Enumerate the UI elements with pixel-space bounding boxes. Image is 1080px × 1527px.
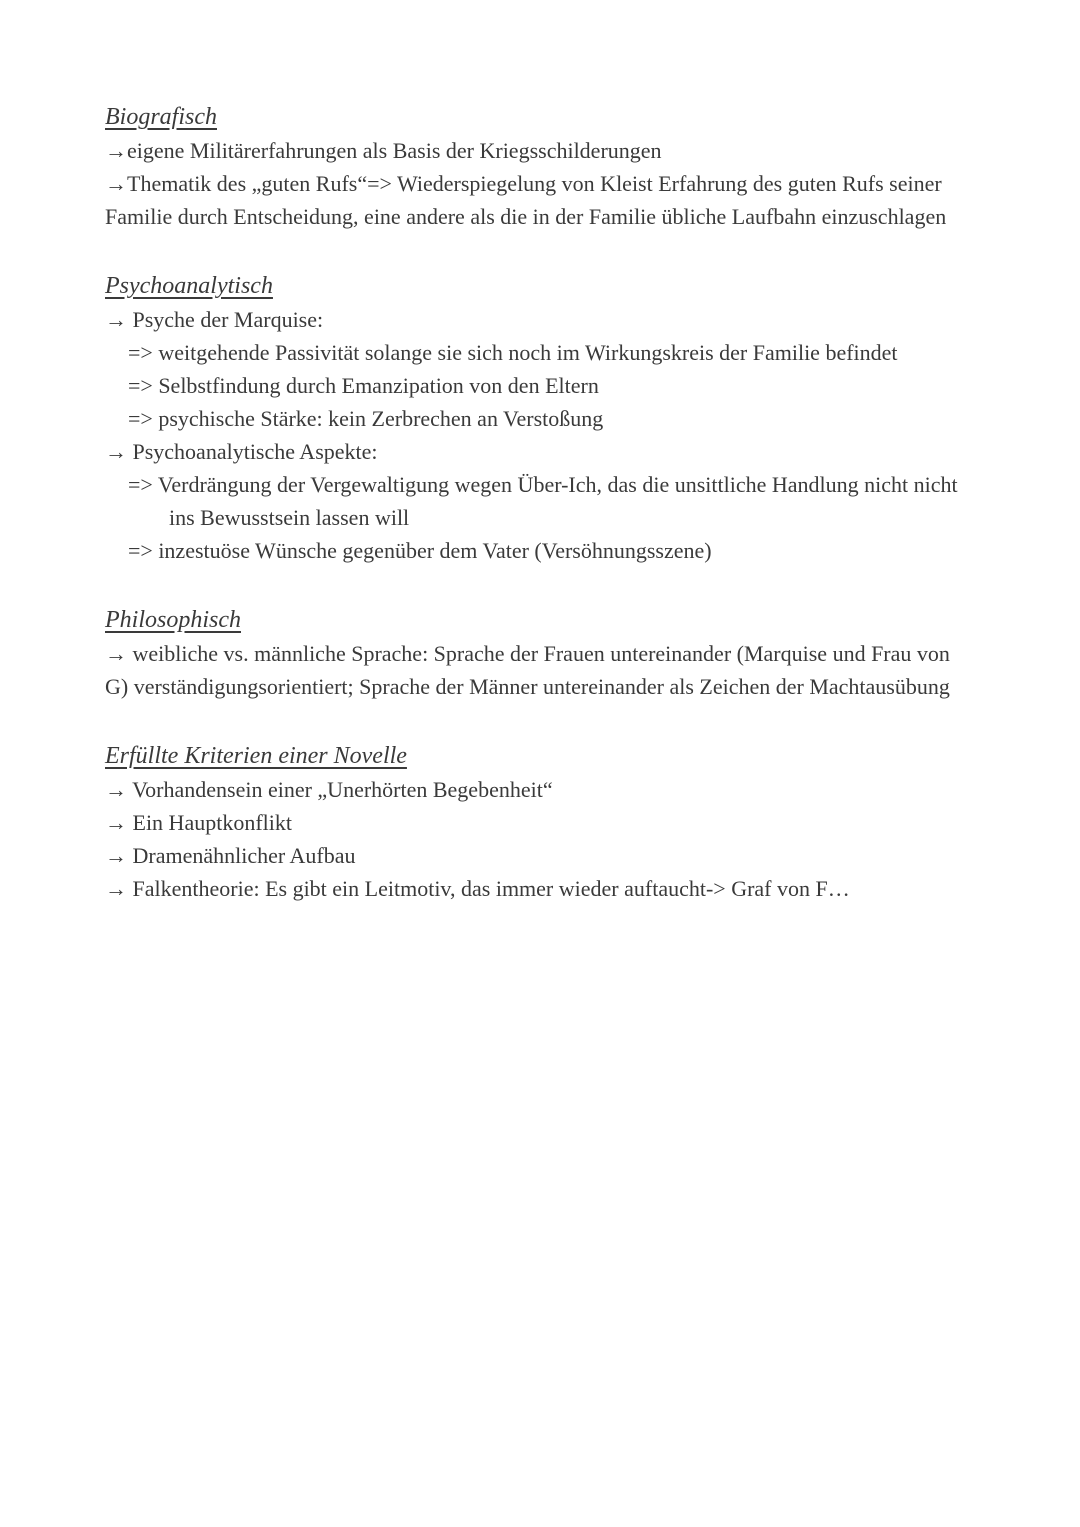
section-philosophisch (105, 603, 968, 703)
document-content (105, 100, 968, 905)
sub-bullet-line: => inzestuöse Wünsche gegenüber dem Vater (Versöhnungsszene) (128, 538, 712, 563)
arrow-bullet-line: → Ein Hauptkonflikt (105, 810, 292, 835)
section-heading: Biografisch (105, 104, 217, 130)
section-heading: Psychoanalytisch (105, 273, 273, 299)
section-biografisch (105, 100, 968, 233)
arrow-bullet-line: → weibliche vs. männliche Sprache: Sprache der Frauen untereinander (Marquise und Frau von G) verständigungsorientiert; Sprache der Männer untereinander als Zeichen der Machtausübung (105, 641, 950, 699)
arrow-bullet-line: →Thematik des „guten Rufs“=> Wiederspiegelung von Kleist Erfahrung des guten Rufs seiner Familie durch Entscheidung, eine andere als die in der Familie übliche Laufbahn einzuschlagen (105, 171, 947, 229)
section-psychoanalytisch (105, 269, 968, 567)
arrow-bullet-line: → Falkentheorie: Es gibt ein Leitmotiv, das immer wieder auftaucht-> Graf von F… (105, 876, 850, 901)
sub-bullet-line: => psychische Stärke: kein Zerbrechen an Verstoßung (128, 406, 604, 431)
sub-bullet-line: => Verdrängung der Vergewaltigung wegen Über-Ich, das die unsittliche Handlung nicht nicht ins Bewusstsein lassen will (128, 472, 958, 530)
arrow-bullet-line: → Vorhandensein einer „Unerhörten Begebenheit“ (105, 777, 553, 802)
arrow-bullet-line: → Dramenähnlicher Aufbau (105, 843, 356, 868)
section-erf-llte-kriterien-einer-novelle (105, 739, 968, 905)
section-heading: Erfüllte Kriterien einer Novelle (105, 743, 407, 769)
arrow-bullet-line: → Psyche der Marquise: (105, 307, 324, 332)
sub-bullet-line: => Selbstfindung durch Emanzipation von den Eltern (128, 373, 599, 398)
section-heading: Philosophisch (105, 607, 241, 633)
arrow-bullet-line: →eigene Militärerfahrungen als Basis der Kriegsschilderungen (105, 138, 662, 163)
sub-bullet-line: => weitgehende Passivität solange sie sich noch im Wirkungskreis der Familie befindet (128, 340, 898, 365)
arrow-bullet-line: → Psychoanalytische Aspekte: (105, 439, 378, 464)
